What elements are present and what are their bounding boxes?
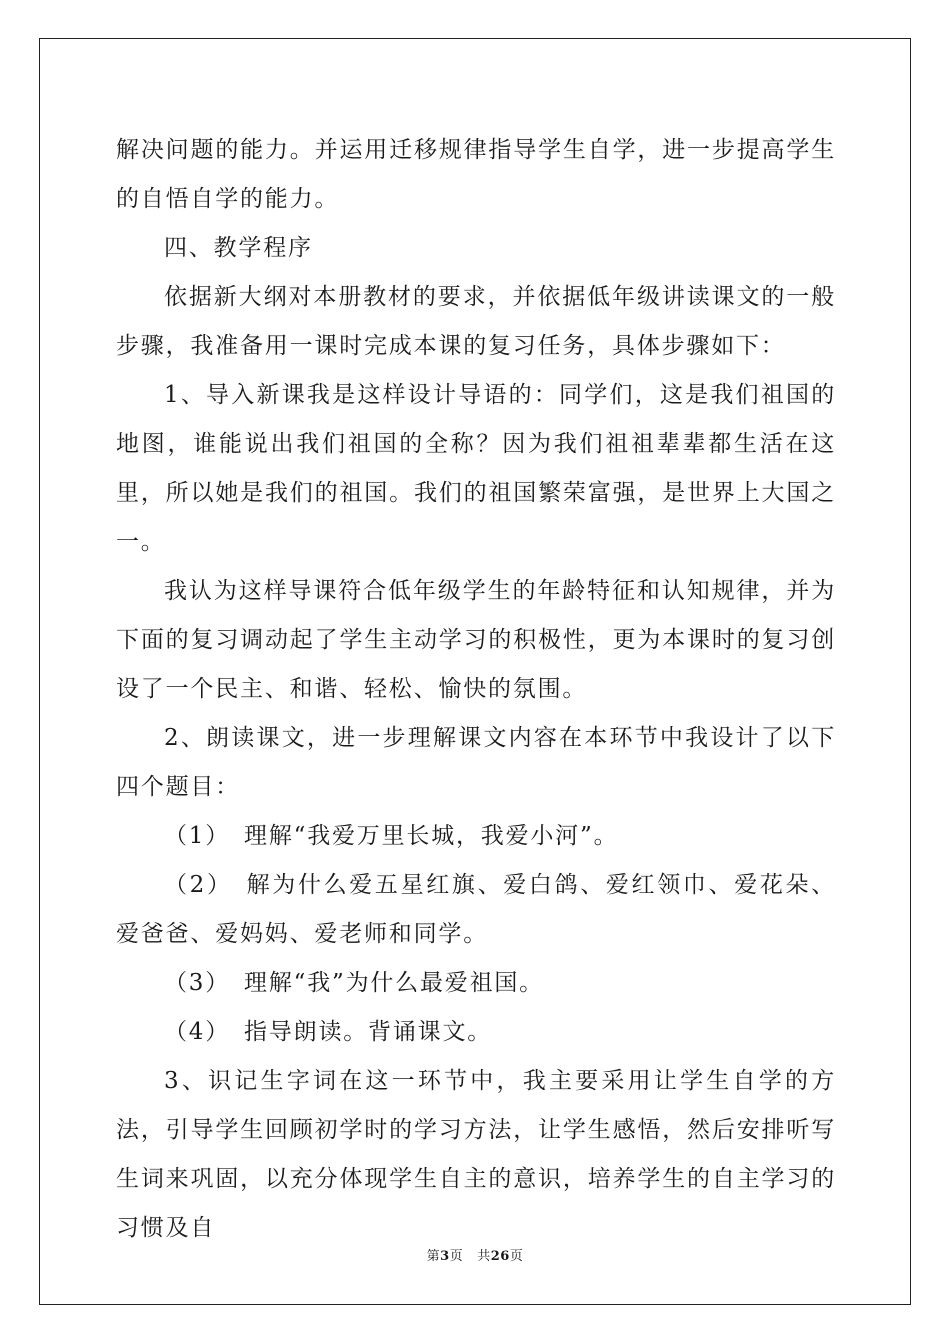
- total-prefix: 共: [477, 1249, 491, 1264]
- list-item-number: （1）: [164, 823, 231, 849]
- document-body: [116, 126, 836, 1253]
- page-footer: [0, 1245, 950, 1264]
- paragraph: 解决问题的能力。并运用迁移规律指导学生自学，进一步提高学生的自悟自学的能力。: [116, 137, 836, 212]
- list-item-number: （3）: [164, 970, 231, 996]
- paragraph: 1、导入新课我是这样设计导语的：同学们，这是我们祖国的地图，谁能说出我们祖国的全称？因为我们祖祖辈辈都生活在这里，所以她是我们的祖国。我们的祖国繁荣富强，是世界上大国之一。: [116, 382, 836, 555]
- list-item-text: 理解“我”为什么最爱祖国。: [244, 970, 544, 996]
- paragraph: 我认为这样导课符合低年级学生的年龄特征和认知规律，并为下面的复习调动起了学生主动学习的积极性，更为本课时的复习创设了一个民主、和谐、轻松、愉快的氛围。: [116, 578, 836, 702]
- page-suffix: 页: [449, 1249, 464, 1264]
- page-current: 3: [440, 1249, 450, 1264]
- paragraph: 2、朗读课文，进一步理解课文内容在本环节中我设计了以下四个题目：: [116, 725, 836, 800]
- list-item-text: 解为什么爱五星红旗、爱白鸽、爱红领巾、爱花朵、爱爸爸、爱妈妈、爱老师和同学。: [116, 872, 836, 947]
- list-item: [116, 1008, 836, 1057]
- total-suffix: 页: [509, 1249, 524, 1264]
- list-item: [116, 812, 836, 861]
- list-item: [116, 861, 836, 959]
- paragraph: 3、识记生字词在这一环节中，我主要采用让学生自学的方法，引导学生回顾初学时的学习方法，让学生感悟，然后安排听写生词来巩固，以充分体现学生自主的意识，培养学生的自主学习的习惯及自: [116, 1068, 836, 1241]
- section-heading: 四、教学程序: [164, 235, 313, 261]
- page-prefix: 第: [426, 1249, 441, 1264]
- paragraph: 依据新大纲对本册教材的要求，并依据低年级讲读课文的一般步骤，我准备用一课时完成本课的复习任务，具体步骤如下：: [116, 284, 836, 359]
- list-item-number: （4）: [164, 1019, 231, 1045]
- list-item: [116, 959, 836, 1008]
- list-item-text: 指导朗读。背诵课文。: [244, 1019, 493, 1045]
- page-total: 26: [490, 1249, 510, 1264]
- list-item-text: 理解“我爱万里长城，我爱小河”。: [244, 823, 619, 849]
- list-item-number: （2）: [164, 872, 233, 898]
